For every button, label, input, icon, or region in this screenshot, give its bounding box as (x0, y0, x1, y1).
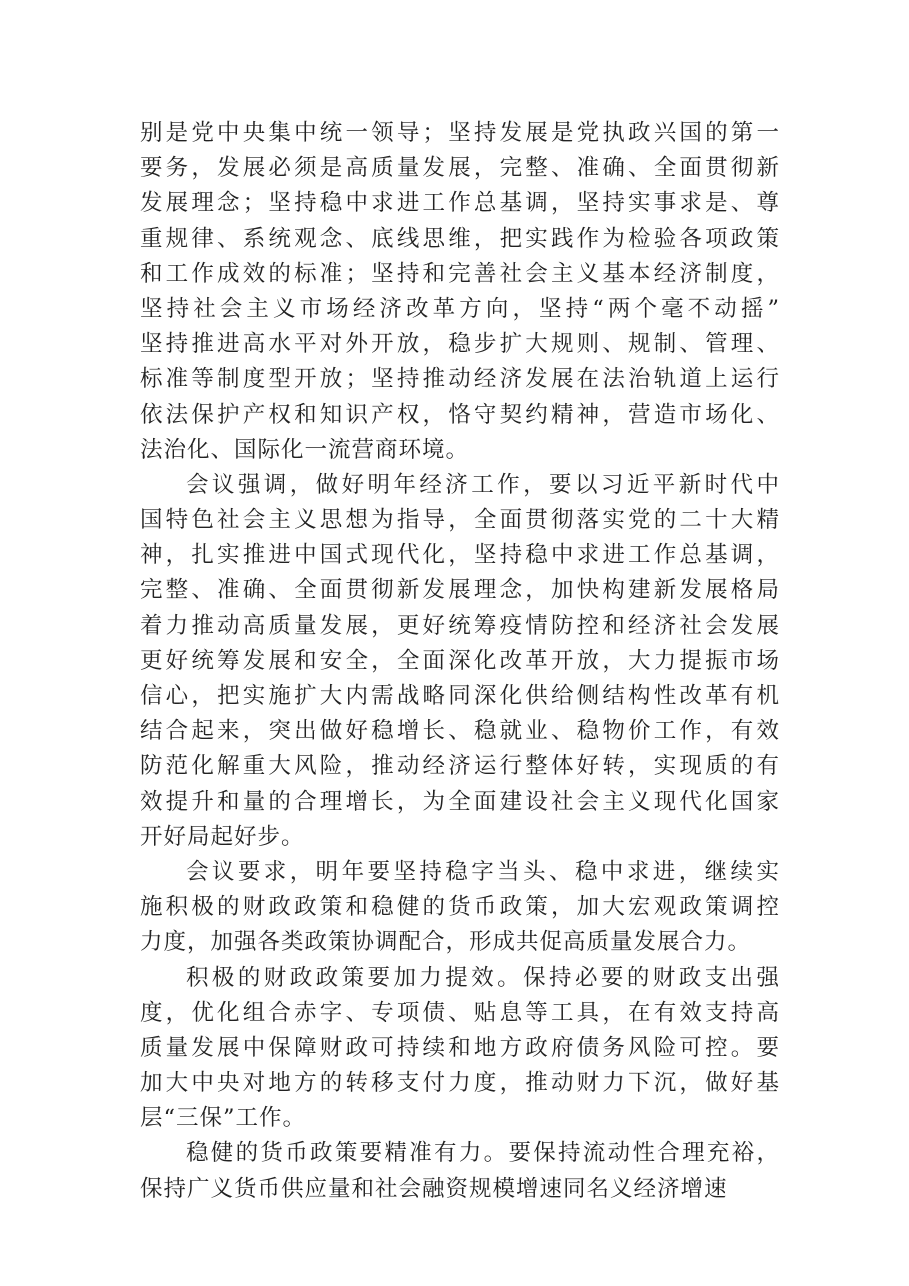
text-line: 防范化解重大风险，推动经济运行整体好转，实现质的有 (140, 753, 780, 780)
text-line: 质量发展中保障财政可持续和地方政府债务风险可控。要 (140, 1034, 780, 1061)
text-line: 更好统筹发展和安全，全面深化改革开放，大力提振市场 (140, 647, 780, 674)
text-line: 着力推动高质量发展，更好统筹疫情防控和经济社会发展 (140, 612, 780, 639)
text-line: 重规律、系统观念、底线思维，把实践作为检验各项政策 (140, 225, 780, 252)
text-line: 积极的财政政策要加力提效。保持必要的财政支出强 (186, 964, 780, 991)
text-line: 完整、准确、全面贯彻新发展理念，加快构建新发展格局 (140, 577, 780, 604)
document-body (140, 116, 780, 1207)
text-line: 结合起来，突出做好稳增长、稳就业、稳物价工作，有效 (140, 718, 780, 745)
text-line: 别是党中央集中统一领导；坚持发展是党执政兴国的第一 (140, 120, 780, 146)
text-line: 层“三保”工作。 (140, 1105, 307, 1132)
text-line: 坚持社会主义市场经济改革方向，坚持“两个毫不动摇” (140, 295, 780, 322)
text-line: 力度，加强各类政策协调配合，形成共促高质量发展合力。 (140, 929, 752, 956)
text-line: 和工作成效的标准；坚持和完善社会主义基本经济制度， (140, 260, 780, 287)
text-line: 国特色社会主义思想为指导，全面贯彻落实党的二十大精 (140, 507, 780, 534)
text-line: 效提升和量的合理增长，为全面建设社会主义现代化国家 (140, 788, 780, 815)
text-line: 开好局起好步。 (140, 823, 305, 850)
paragraph (140, 961, 780, 1137)
paragraph (140, 116, 780, 468)
text-line: 坚持推进高水平对外开放，稳步扩大规则、规制、管理、 (140, 331, 780, 358)
text-line: 发展理念；坚持稳中求进工作总基调，坚持实事求是、尊 (140, 190, 780, 217)
text-line: 度，优化组合赤字、专项债、贴息等工具，在有效支持高 (140, 999, 780, 1026)
text-line: 依法保护产权和知识产权，恪守契约精神，营造市场化、 (140, 401, 780, 428)
text-line: 要务，发展必须是高质量发展，完整、准确、全面贯彻新 (140, 155, 780, 182)
text-line: 加大中央对地方的转移支付力度，推动财力下沉，做好基 (140, 1070, 780, 1097)
text-line: 会议要求，明年要坚持稳字当头、稳中求进，继续实 (186, 858, 780, 885)
text-line: 神，扎实推进中国式现代化，坚持稳中求进工作总基调， (140, 542, 780, 569)
paragraph (140, 1136, 780, 1206)
text-line: 稳健的货币政策要精准有力。要保持流动性合理充裕， (186, 1140, 780, 1167)
paragraph (140, 855, 780, 961)
text-line: 保持广义货币供应量和社会融资规模增速同名义经济增速 (140, 1175, 728, 1202)
text-line: 信心，把实施扩大内需战略同深化供给侧结构性改革有机 (140, 683, 780, 709)
text-line: 法治化、国际化一流营商环境。 (140, 436, 470, 463)
text-line: 标准等制度型开放；坚持推动经济发展在法治轨道上运行 (140, 366, 780, 393)
text-line: 施积极的财政政策和稳健的货币政策，加大宏观政策调控 (140, 894, 780, 921)
paragraph (140, 468, 780, 855)
text-line: 会议强调，做好明年经济工作，要以习近平新时代中 (186, 471, 780, 498)
